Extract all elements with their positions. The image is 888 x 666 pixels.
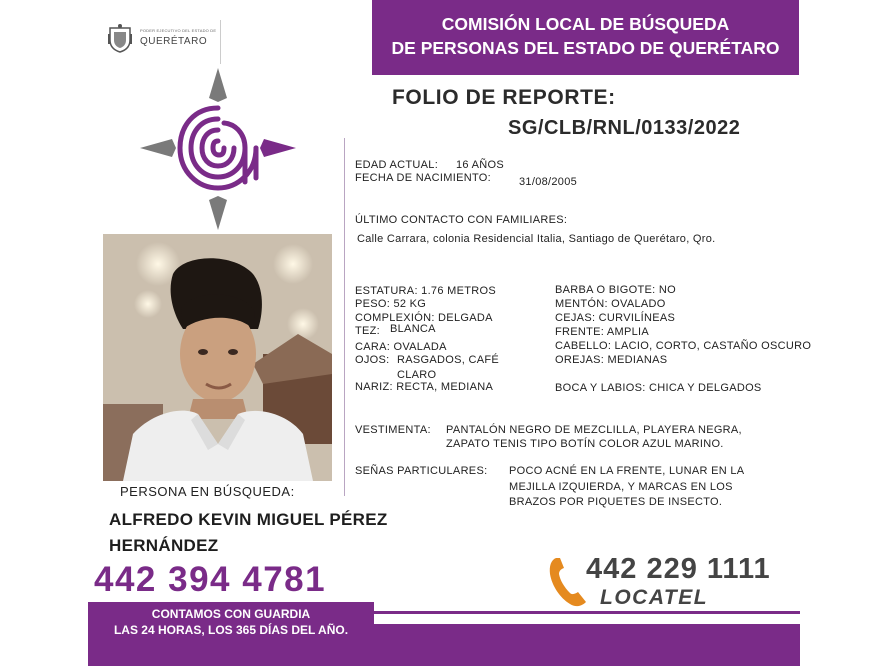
gov-small-text: PODER EJECUTIVO DEL ESTADO DE — [140, 28, 217, 33]
orejas: OREJAS: MEDIANAS — [555, 354, 668, 366]
senas-label: SEÑAS PARTICULARES: — [355, 465, 488, 477]
person-name-line-2: HERNÁNDEZ — [109, 536, 219, 555]
persona-en-busqueda-label: PERSONA EN BÚSQUEDA: — [120, 484, 295, 499]
locatel-phone-number[interactable]: 442 229 1111 — [586, 553, 771, 585]
logo-divider — [220, 20, 221, 64]
phone-icon — [548, 556, 588, 608]
vestimenta-line-2: ZAPATO TENIS TIPO BOTÍN COLOR AZUL MARINO. — [446, 438, 724, 450]
guard-notice — [88, 602, 374, 642]
ojos-value-1: RASGADOS, CAFÉ — [397, 354, 499, 366]
title-line-1: COMISIÓN LOCAL DE BÚSQUEDA — [441, 14, 730, 34]
frente: FRENTE: AMPLIA — [555, 326, 650, 338]
locatel-label: LOCATEL — [600, 586, 709, 609]
state-crest-icon — [104, 22, 136, 54]
cabello: CABELLO: LACIO, CORTO, CASTAÑO OSCURO — [555, 340, 812, 352]
estatura: ESTATURA: 1.76 METROS — [355, 285, 496, 297]
bottom-accent-line — [374, 611, 800, 614]
edad-value: 16 AÑOS — [456, 159, 504, 171]
vestimenta-label: VESTIMENTA: — [355, 424, 431, 436]
guard-line-2: LAS 24 HORAS, LOS 365 DÍAS DEL AÑO. — [113, 623, 349, 637]
barba: BARBA O BIGOTE: NO — [555, 284, 676, 296]
contacto-label: ÚLTIMO CONTACTO CON FAMILIARES: — [355, 214, 568, 226]
main-phone-number[interactable]: 442 394 4781 — [94, 560, 327, 599]
government-logo — [104, 20, 218, 60]
cejas: CEJAS: CURVILÍNEAS — [555, 312, 676, 324]
menton: MENTÓN: OVALADO — [555, 298, 666, 310]
ojos-label: OJOS: — [355, 354, 390, 366]
folio-label: FOLIO DE REPORTE: — [392, 86, 616, 109]
vestimenta-line-1: PANTALÓN NEGRO DE MEZCLILLA, PLAYERA NEGRA, — [446, 424, 742, 436]
peso: PESO: 52 KG — [355, 298, 427, 310]
guard-line-1: CONTAMOS CON GUARDIA — [151, 607, 311, 621]
senas-line-3: BRAZOS POR PIQUETES DE INSECTO. — [509, 496, 723, 508]
contacto-value: Calle Carrara, colonia Residencial Italia, Santiago de Querétaro, Qro. — [357, 233, 716, 245]
person-photo-illustration — [103, 234, 332, 481]
fingerprint-compass-icon — [138, 66, 298, 232]
nariz: NARIZ: RECTA, MEDIANA — [355, 381, 494, 393]
nacimiento-value: 31/08/2005 — [519, 176, 578, 188]
senas-line-1: POCO ACNÉ EN LA FRENTE, LUNAR EN LA — [509, 465, 745, 477]
tez-value: BLANCA — [390, 323, 436, 335]
complexion: COMPLEXIÓN: DELGADA — [355, 312, 493, 324]
commission-title — [372, 0, 799, 75]
senas-line-2: MEJILLA IZQUIERDA, Y MARCAS EN LOS — [509, 481, 733, 493]
edad-label: EDAD ACTUAL: — [355, 159, 439, 171]
gov-state-name: QUERÉTARO — [140, 36, 208, 47]
ojos-value-2: CLARO — [397, 369, 437, 381]
boca: BOCA Y LABIOS: CHICA Y DELGADOS — [555, 382, 762, 394]
tez-label: TEZ: — [355, 325, 381, 337]
folio-value: SG/CLB/RNL/0133/2022 — [508, 117, 741, 139]
person-photo — [103, 234, 332, 481]
nacimiento-label: FECHA DE NACIMIENTO: — [355, 172, 491, 184]
section-divider — [344, 138, 345, 496]
person-name-line-1: ALFREDO KEVIN MIGUEL PÉREZ — [109, 510, 388, 529]
cara: CARA: OVALADA — [355, 341, 447, 353]
title-line-2: DE PERSONAS DEL ESTADO DE QUERÉTARO — [391, 38, 780, 58]
